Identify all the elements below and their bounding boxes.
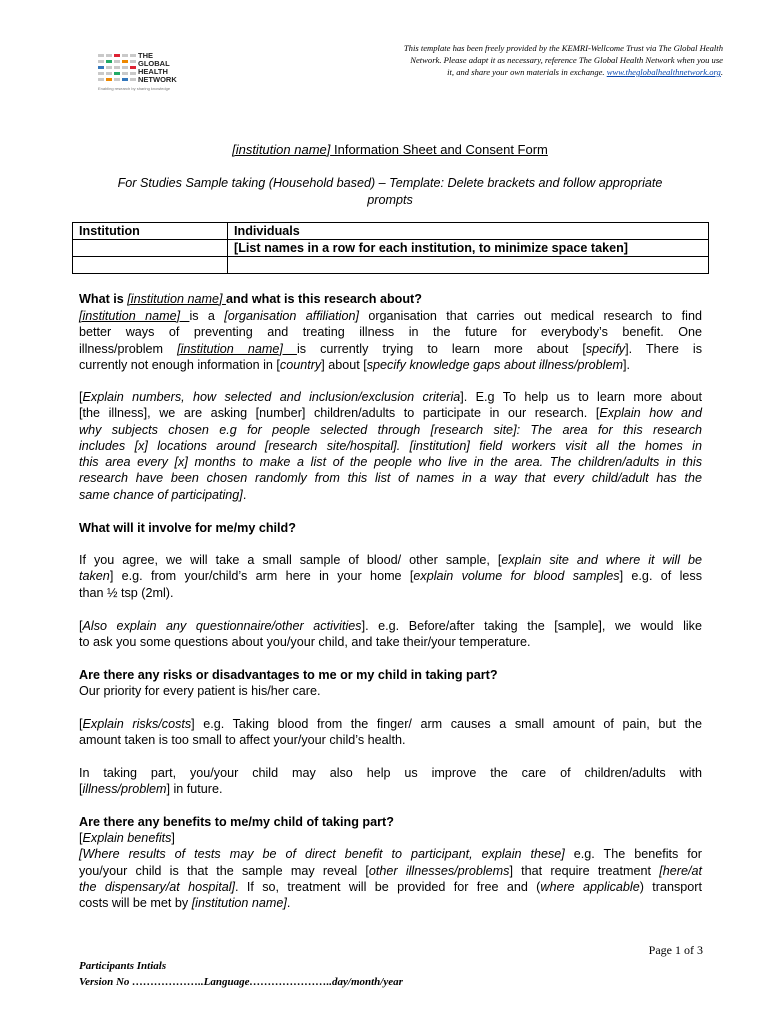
section-heading: What will it involve for me/my child?: [79, 521, 296, 535]
text: . If so, treatment will be provided for free and (: [235, 879, 541, 894]
placeholder: [Where results of tests may be of direct benefit to participant, explain these]: [79, 847, 565, 862]
page-number: Page 1 of 3: [648, 943, 703, 957]
paragraph: [79, 830, 702, 911]
participants-initials: Participants Intials: [79, 960, 167, 972]
paragraph: [79, 716, 702, 749]
placeholder: Explain how and: [599, 406, 702, 421]
text: If you agree, we will take a small sample of blood/ other sample, [: [79, 553, 502, 567]
text: .: [242, 487, 247, 502]
notice-line: This template has been freely provided by the KEMRI-Wellcome Trust via The Global Health: [403, 43, 723, 53]
logo-grid-icon: [98, 54, 136, 88]
text: ] e.g. Taking blood from the finger/ arm causes a small amount of pain, but the: [191, 717, 702, 731]
paragraph: [79, 308, 702, 373]
placeholder: Explain numbers, how selected and inclusion/exclusion criteria: [82, 390, 461, 404]
notice-line: it, and share your own materials in exchange.: [447, 67, 607, 77]
text: ]. E.g To help us to learn more about: [460, 390, 702, 404]
text: ].: [622, 357, 630, 372]
text: ] that require treatment: [509, 863, 660, 878]
text: you/your child is that the sample may reveal [: [79, 863, 369, 878]
text: ]. e.g. Before/after taking the [sample], we would like: [361, 619, 702, 633]
text: [the illness], we are asking [number] children/adults to participate in our research. [: [79, 406, 600, 421]
placeholder: country: [279, 357, 322, 372]
table-cell: Individuals: [228, 223, 709, 240]
text: e.g. The benefits for: [564, 847, 702, 862]
text: [: [79, 390, 83, 404]
text-line: amount taken is too small to affect your/your child’s health.: [79, 733, 406, 748]
logo-line: THE: [138, 51, 153, 60]
text: ] about [: [321, 357, 367, 372]
text: [: [79, 619, 83, 633]
table-cell: Institution: [73, 223, 228, 240]
text: is a: [189, 309, 225, 323]
heading-placeholder: [institution name]: [127, 292, 226, 306]
section-heading: Are there any risks or disadvantages to me or my child in taking part?: [79, 668, 498, 682]
table-cell: [73, 240, 228, 257]
text: ]: [171, 831, 175, 845]
text: .: [286, 896, 291, 911]
placeholder: Also explain any questionnaire/other activities: [82, 619, 362, 633]
placeholder: [organisation affiliation]: [224, 309, 359, 323]
placeholder: [here/at: [659, 863, 703, 878]
table-cell: [228, 257, 709, 274]
text: ]. There is: [625, 341, 702, 356]
notice-line: Network. Please adapt it as necessary, reference The Global Health Network when you use: [410, 55, 723, 65]
heading-text: What is: [79, 292, 128, 306]
paragraph: Our priority for every patient is his/her care.: [79, 684, 321, 698]
table-cell: [73, 257, 228, 274]
placeholder: explain volume for blood samples: [413, 569, 620, 584]
text: costs will be met by: [79, 896, 192, 911]
text: ] e.g. from your/child’s arm here in your home [: [109, 569, 414, 584]
heading-text: and what is this research about?: [225, 292, 422, 306]
placeholder: explain site and where it will be: [501, 553, 702, 567]
page-subtitle: [60, 175, 720, 208]
placeholder: specify knowledge gaps about illness/problem: [366, 357, 623, 372]
text: ) transport: [639, 879, 702, 894]
text: currently not enough information in [: [79, 357, 280, 372]
text-line: why subjects chosen e.g for people selected through [research site]: The area for this research: [79, 422, 702, 437]
text: illness/problem: [79, 341, 178, 356]
text: [: [79, 831, 83, 845]
footer: [79, 958, 403, 990]
placeholder: taken: [79, 569, 110, 584]
text-line: this area every [x] months to make a list of the people who live in the area. The children/adults in this: [79, 455, 702, 470]
notice-punct: .: [720, 67, 723, 77]
placeholder: other illnesses/problems: [368, 863, 510, 878]
placeholder: Explain benefits: [82, 831, 172, 845]
title-text: Information Sheet and Consent Form: [330, 142, 548, 157]
section-heading: [79, 291, 702, 307]
section-heading: Are there any benefits to me/my child of taking part?: [79, 815, 394, 829]
logo-line: NETWORK: [138, 75, 177, 84]
subtitle-line: For Studies Sample taking (Household based) – Template: Delete brackets and follow appropriate: [117, 176, 663, 190]
logo-line: HEALTH: [138, 67, 168, 76]
text-line: than ½ tsp (2ml).: [79, 585, 174, 600]
text: [: [79, 782, 83, 797]
text-line: to ask you some questions about you/your child, and take their/your temperature.: [79, 635, 531, 650]
placeholder: [institution name]: [79, 309, 190, 323]
text: ] e.g. of less: [619, 569, 702, 584]
logo-tagline: Enabling research by sharing knowledge: [98, 86, 171, 91]
placeholder: specify: [585, 341, 626, 356]
global-health-network-logo: [98, 52, 188, 94]
template-notice: [323, 42, 723, 78]
text-line: includes [x] locations around [research site/hospital]. [institution] field workers visit all the homes in: [79, 438, 702, 453]
text: organisation that carries out medical research to find: [358, 309, 702, 323]
version-line: Version No ………………..Language…………………..day/month/year: [79, 976, 403, 988]
placeholder: the dispensary/at hospital]: [79, 879, 236, 894]
placeholder: [institution name]: [177, 341, 297, 356]
text-line: research have been chosen randomly from this list of names in a way that every child/adult has the: [79, 471, 702, 486]
text: ] in future.: [166, 782, 223, 797]
placeholder: same chance of participating]: [79, 487, 243, 502]
paragraph: [79, 552, 702, 601]
logo-line: GLOBAL: [138, 59, 170, 68]
placeholder: illness/problem: [82, 782, 167, 797]
paragraph: [79, 389, 702, 503]
paragraph: [79, 765, 702, 798]
text: [: [79, 717, 83, 731]
placeholder: [institution name]: [191, 896, 287, 911]
global-health-link[interactable]: www.theglobalhealthnetwork.org: [606, 67, 721, 77]
subtitle-line: prompts: [367, 192, 413, 207]
text-line: better ways of preventing and treating illness in the future for everybody’s benefit. One: [79, 325, 702, 340]
institution-table: [72, 222, 709, 274]
placeholder: Explain risks/costs: [82, 717, 192, 731]
title-placeholder: [institution name]: [232, 142, 331, 157]
table-cell: [List names in a row for each institution, to minimize space taken]: [228, 240, 709, 257]
placeholder: where applicable: [540, 879, 640, 894]
text-line: In taking part, you/your child may also help us improve the care of children/adults with: [79, 766, 702, 780]
paragraph: [79, 618, 702, 651]
text: is currently trying to learn more about [: [296, 341, 586, 356]
page-title: [0, 142, 770, 157]
